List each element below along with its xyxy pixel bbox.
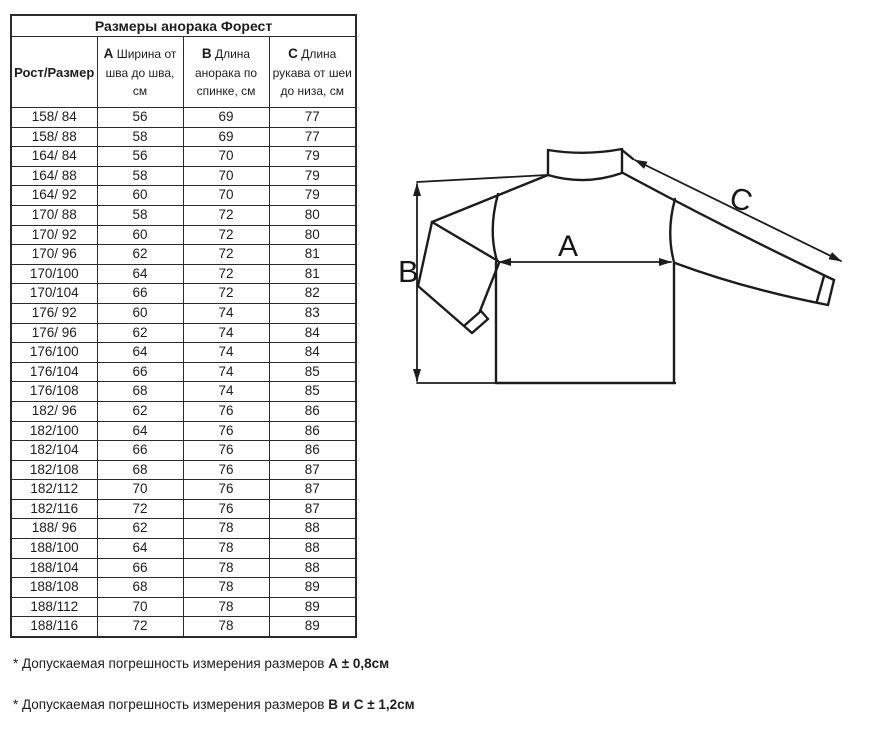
value-cell: 58 (97, 127, 183, 147)
value-cell: 88 (269, 558, 356, 578)
label-c: C (725, 181, 756, 219)
table-row (11, 480, 356, 500)
value-cell: 89 (269, 597, 356, 617)
footnote-bc-value: В и С ± 1,2см (328, 697, 415, 712)
size-cell: 176/100 (11, 343, 97, 363)
size-cell: 176/108 (11, 382, 97, 402)
table-row (11, 499, 356, 519)
value-cell: 85 (269, 382, 356, 402)
value-cell: 69 (183, 127, 269, 147)
size-table-body (11, 108, 356, 638)
value-cell: 80 (269, 205, 356, 225)
table-row (11, 519, 356, 539)
value-cell: 84 (269, 323, 356, 343)
table-row (11, 401, 356, 421)
value-cell: 77 (269, 108, 356, 128)
size-cell: 182/ 96 (11, 401, 97, 421)
value-cell: 66 (97, 362, 183, 382)
value-cell: 76 (183, 421, 269, 441)
value-cell: 79 (269, 186, 356, 206)
footnote-bc-text: * Допускаемая погрешность измерения размеров (13, 697, 329, 712)
table-title: Размеры анорака Форест (11, 15, 356, 37)
value-cell: 64 (97, 539, 183, 559)
collar (548, 149, 622, 180)
value-cell: 66 (97, 441, 183, 461)
value-cell: 62 (97, 323, 183, 343)
value-cell: 78 (183, 578, 269, 598)
table-row (11, 323, 356, 343)
value-cell: 68 (97, 578, 183, 598)
table-row (11, 245, 356, 265)
value-cell: 89 (269, 617, 356, 637)
anorak-outline (418, 149, 834, 383)
size-cell: 164/ 92 (11, 186, 97, 206)
footnote-a-text: * Допускаемая погрешность измерения размеров (13, 656, 329, 671)
column-header-size: Рост/Размер (11, 37, 97, 108)
size-cell: 182/100 (11, 421, 97, 441)
size-cell: 164/ 84 (11, 147, 97, 167)
column-letter-c: C (288, 45, 298, 61)
value-cell: 87 (269, 460, 356, 480)
table-row (11, 127, 356, 147)
size-cell: 188/100 (11, 539, 97, 559)
value-cell: 86 (269, 441, 356, 461)
size-cell: 170/104 (11, 284, 97, 304)
value-cell: 72 (97, 617, 183, 637)
table-row (11, 186, 356, 206)
size-cell: 188/112 (11, 597, 97, 617)
value-cell: 66 (97, 284, 183, 304)
value-cell: 60 (97, 225, 183, 245)
value-cell: 74 (183, 382, 269, 402)
value-cell: 64 (97, 264, 183, 284)
anorak-diagram (395, 135, 865, 410)
value-cell: 68 (97, 382, 183, 402)
value-cell: 78 (183, 519, 269, 539)
size-cell: 188/104 (11, 558, 97, 578)
size-cell: 164/ 88 (11, 166, 97, 186)
right-sleeve (623, 173, 834, 305)
value-cell: 78 (183, 558, 269, 578)
column-header-a (97, 37, 183, 108)
value-cell: 76 (183, 401, 269, 421)
value-cell: 64 (97, 343, 183, 363)
value-cell: 86 (269, 401, 356, 421)
value-cell: 78 (183, 539, 269, 559)
table-row (11, 539, 356, 559)
value-cell: 60 (97, 303, 183, 323)
size-cell: 188/116 (11, 617, 97, 637)
size-cell: 176/104 (11, 362, 97, 382)
value-cell: 74 (183, 362, 269, 382)
size-cell: 182/104 (11, 441, 97, 461)
value-cell: 70 (97, 480, 183, 500)
table-row (11, 225, 356, 245)
table-row (11, 362, 356, 382)
value-cell: 76 (183, 460, 269, 480)
value-cell: 56 (97, 147, 183, 167)
value-cell: 85 (269, 362, 356, 382)
reference-lines (417, 175, 547, 383)
value-cell: 79 (269, 166, 356, 186)
column-text-b: Длина анорака по спинке, см (194, 46, 257, 99)
table-row (11, 382, 356, 402)
value-cell: 74 (183, 323, 269, 343)
table-row (11, 205, 356, 225)
value-cell: 70 (183, 186, 269, 206)
value-cell: 72 (183, 205, 269, 225)
column-letter-b: B (201, 45, 212, 61)
column-text-c: Длина рукава от шеи до низа, см (272, 46, 352, 99)
size-cell: 170/ 92 (11, 225, 97, 245)
label-a: A (557, 230, 579, 263)
table-row (11, 460, 356, 480)
value-cell: 84 (269, 343, 356, 363)
value-cell: 81 (269, 245, 356, 265)
size-cell: 176/ 92 (11, 303, 97, 323)
size-cell: 182/112 (11, 480, 97, 500)
value-cell: 74 (183, 343, 269, 363)
table-row (11, 166, 356, 186)
table-header-row (11, 37, 356, 108)
value-cell: 58 (97, 166, 183, 186)
table-title-row (11, 15, 356, 37)
value-cell: 68 (97, 460, 183, 480)
value-cell: 72 (183, 245, 269, 265)
table-row (11, 617, 356, 637)
value-cell: 74 (183, 303, 269, 323)
value-cell: 87 (269, 499, 356, 519)
value-cell: 72 (183, 264, 269, 284)
value-cell: 88 (269, 519, 356, 539)
value-cell: 70 (183, 147, 269, 167)
size-table-head (11, 15, 356, 108)
value-cell: 79 (269, 147, 356, 167)
table-row (11, 108, 356, 128)
value-cell: 62 (97, 401, 183, 421)
value-cell: 70 (183, 166, 269, 186)
column-letter-a: A (103, 45, 114, 61)
value-cell: 86 (269, 421, 356, 441)
footnote-a-value: А ± 0,8см (328, 656, 390, 671)
footnote-tolerance-bc (13, 697, 415, 712)
value-cell: 66 (97, 558, 183, 578)
table-row (11, 597, 356, 617)
value-cell: 78 (183, 617, 269, 637)
label-b: B (398, 254, 419, 289)
value-cell: 70 (97, 597, 183, 617)
table-row (11, 558, 356, 578)
value-cell: 87 (269, 480, 356, 500)
table-row (11, 441, 356, 461)
value-cell: 72 (183, 225, 269, 245)
value-cell: 58 (97, 205, 183, 225)
size-cell: 158/ 84 (11, 108, 97, 128)
size-cell: 176/ 96 (11, 323, 97, 343)
value-cell: 69 (183, 108, 269, 128)
size-cell: 188/108 (11, 578, 97, 598)
value-cell: 62 (97, 519, 183, 539)
table-row (11, 578, 356, 598)
value-cell: 80 (269, 225, 356, 245)
value-cell: 72 (97, 499, 183, 519)
value-cell: 60 (97, 186, 183, 206)
value-cell: 76 (183, 441, 269, 461)
value-cell: 82 (269, 284, 356, 304)
size-cell: 182/108 (11, 460, 97, 480)
value-cell: 64 (97, 421, 183, 441)
value-cell: 88 (269, 539, 356, 559)
size-cell: 182/116 (11, 499, 97, 519)
value-cell: 77 (269, 127, 356, 147)
table-row (11, 264, 356, 284)
value-cell: 83 (269, 303, 356, 323)
size-cell: 188/ 96 (11, 519, 97, 539)
size-cell: 170/100 (11, 264, 97, 284)
table-row (11, 147, 356, 167)
column-text-a: Ширина от шва до шва, см (105, 46, 177, 99)
value-cell: 76 (183, 499, 269, 519)
footnote-tolerance-a (13, 656, 389, 671)
value-cell: 76 (183, 480, 269, 500)
measurement-arrows (417, 160, 841, 381)
size-cell: 170/ 88 (11, 205, 97, 225)
column-header-b (183, 37, 269, 108)
table-row (11, 343, 356, 363)
table-row (11, 421, 356, 441)
value-cell: 78 (183, 597, 269, 617)
table-row (11, 284, 356, 304)
size-cell: 158/ 88 (11, 127, 97, 147)
table-row (11, 303, 356, 323)
size-table (10, 14, 357, 638)
value-cell: 72 (183, 284, 269, 304)
value-cell: 56 (97, 108, 183, 128)
value-cell: 62 (97, 245, 183, 265)
value-cell: 81 (269, 264, 356, 284)
value-cell: 89 (269, 578, 356, 598)
size-cell: 170/ 96 (11, 245, 97, 265)
column-header-c (269, 37, 356, 108)
